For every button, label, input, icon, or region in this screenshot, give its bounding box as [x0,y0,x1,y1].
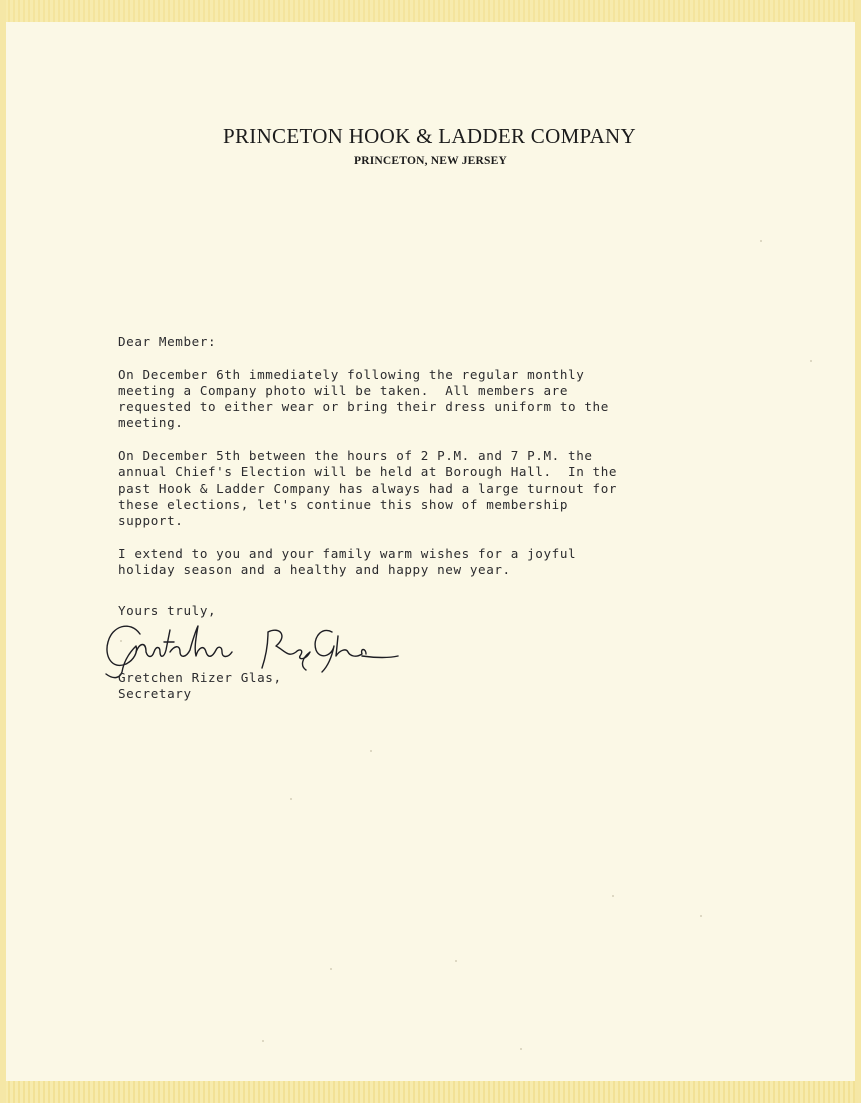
signer-title: Secretary [118,686,192,702]
letterhead [0,124,861,167]
company-location: PRINCETON, NEW JERSEY [354,155,507,167]
signer-name: Gretchen Rizer Glas, [118,670,282,685]
paragraph-holiday-wishes: I extend to you and your family warm wishes for a joyful holiday season and a healthy and happy new year. [118,545,577,578]
paper-bottom-edge [0,1081,861,1103]
closing: Yours truly, [118,603,217,619]
salutation: Dear Member: [118,334,217,349]
letter-body [118,334,718,620]
paragraph-election: On December 5th between the hours of 2 P.M. and 7 P.M. the annual Chief's Election will be held at Borough Hall. In the past Hook & Ladder Company has always had a large turnout for these elections, let's continue this show of membership support. [118,448,618,529]
company-name: PRINCETON HOOK & LADDER COMPANY [222,124,636,148]
paragraph-photo: On December 6th immediately following the regular monthly meeting a Company photo will be taken. All members are requested to either wear or bring their dress uniform to the meeting. [118,366,609,431]
paper-top-edge [0,0,861,22]
signer-block [118,670,282,703]
